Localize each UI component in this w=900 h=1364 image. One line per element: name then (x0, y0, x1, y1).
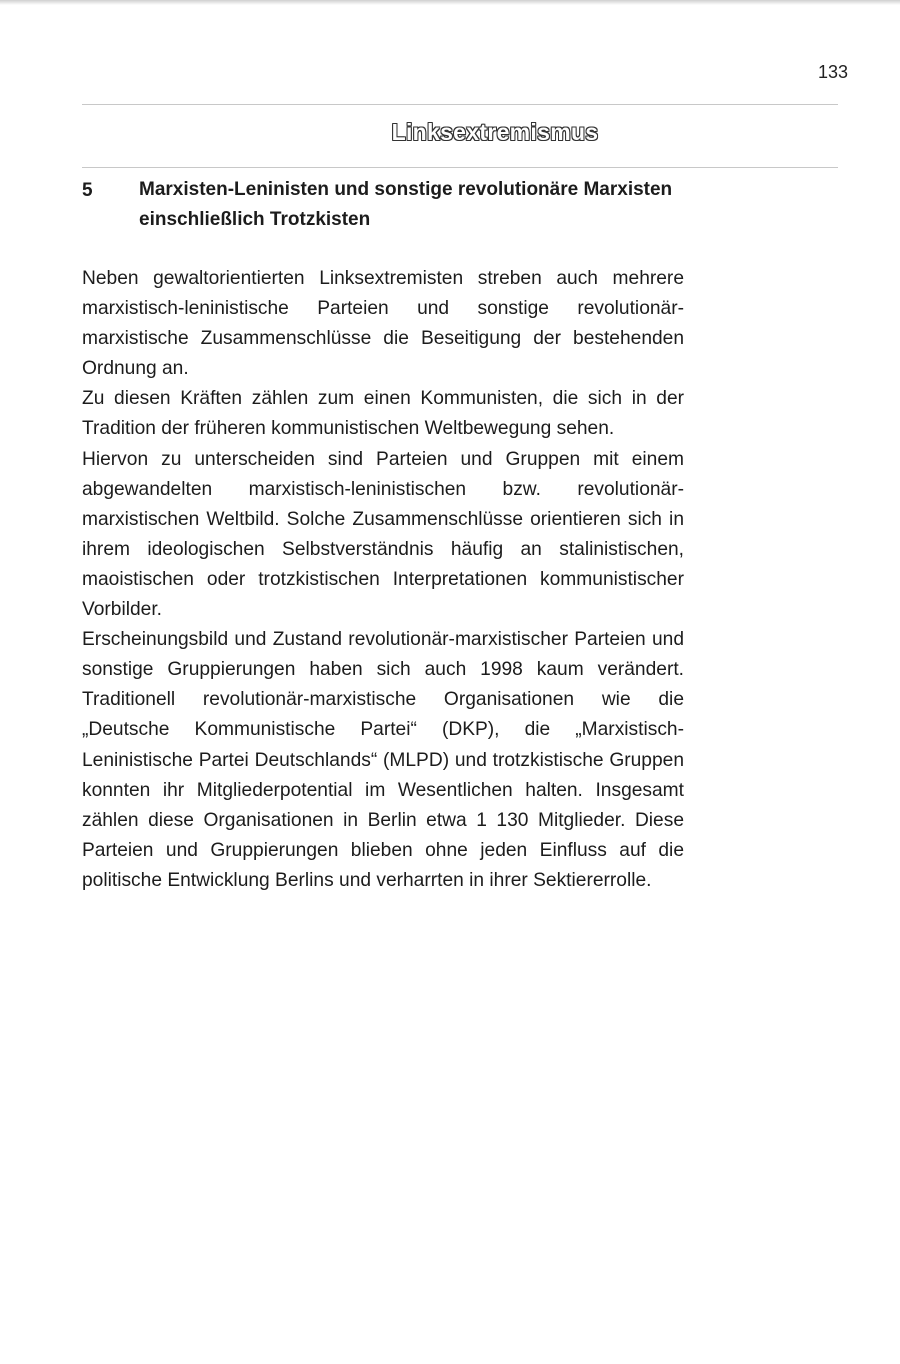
paragraph: Zu diesen Kräften zählen zum einen Kommunisten, die sich in der Tradition der früheren kommunistischen Weltbewegung sehen. (82, 388, 684, 440)
section-number: 5 (82, 180, 93, 201)
header-rule-top (82, 104, 838, 105)
page-number: 133 (817, 62, 848, 82)
paragraph: Hiervon zu unterscheiden sind Parteien und Gruppen mit einem abgewandelten marxistisch-leninistischen bzw. revolutionär-marxistischen Weltbild. Solche Zusammenschlüsse orientieren sich in ihrem ideologischen Selbstverständnis häufig an stalinistischen, maoistischen oder trotzkistischen Interpretationen kommunistischer Vorbilder. (82, 448, 684, 621)
running-head: Linksextremismus (391, 119, 599, 145)
section-title: Marxisten-Leninisten und sonstige revolutionäre Marxisten einschließlich Trotzkisten (139, 179, 673, 230)
header-rule-bottom (82, 167, 838, 168)
scan-edge-shadow (0, 0, 900, 5)
paragraph: Erscheinungsbild und Zustand revolutionär-marxistischer Parteien und sonstige Gruppierungen haben sich auch 1998 kaum verändert. Traditionell revolutionär-marxistische Organisationen wie die „Deutsche Kommunistische Partei“ (DKP), die „Marxistisch-Leninistische Partei Deutschlands“ (MLPD) und trotzkistische Gruppen konnten ihr Mitgliederpotential im Wesentlichen halten. Insgesamt zählen diese Organisationen in Berlin etwa 1 130 Mitglieder. Diese Parteien und Gruppierungen blieben ohne jeden Einfluss auf die politische Entwicklung Berlins und verharrten in ihrer Sektiererrolle. (82, 629, 684, 891)
body-text (82, 264, 684, 896)
paragraph: Neben gewaltorientierten Linksextremisten streben auch mehrere marxistisch-leninistische Parteien und sonstige revolutionär-marxistische Zusammenschlüsse die Beseitigung der bestehenden Ordnung an. (82, 268, 684, 380)
